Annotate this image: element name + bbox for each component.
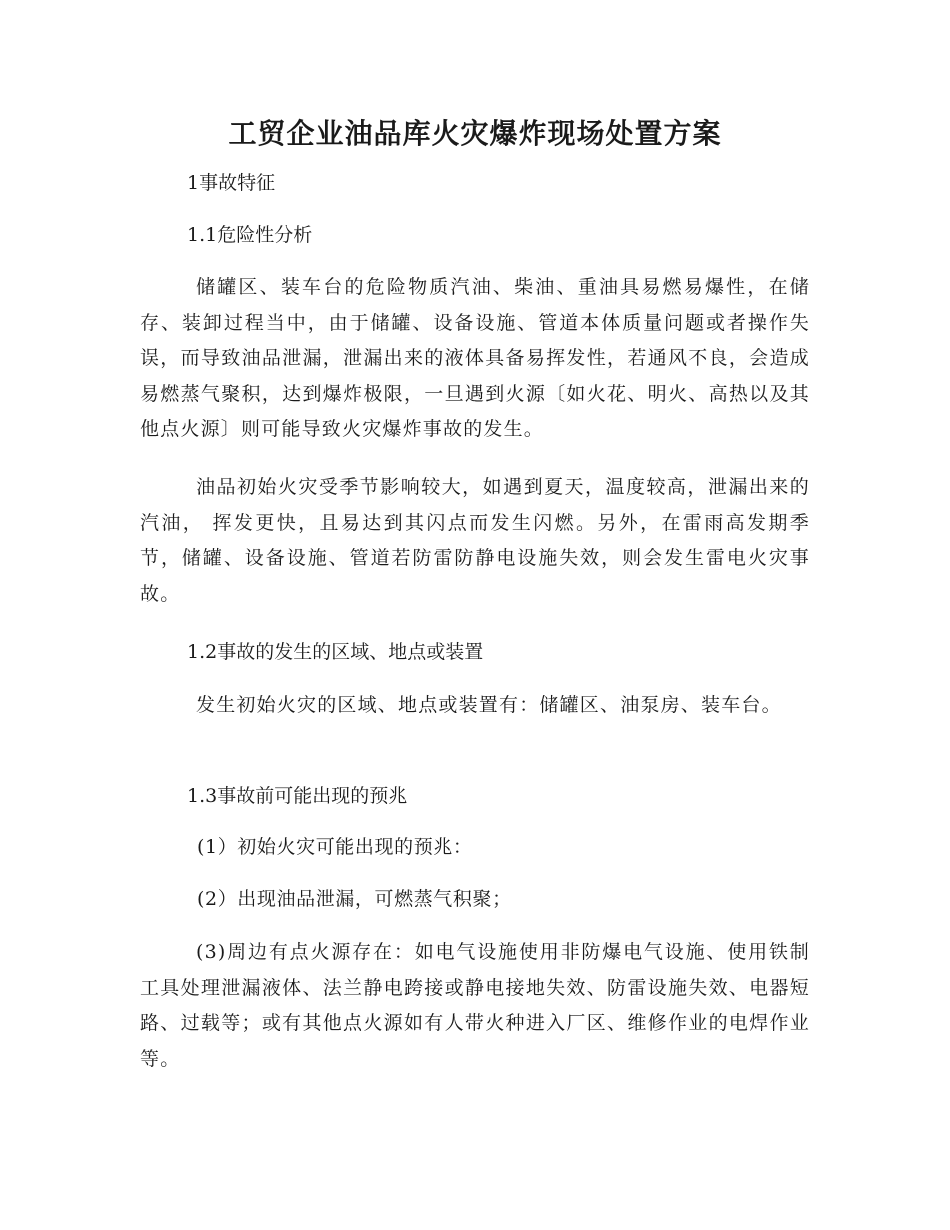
subsection-heading-1-1: 1.1危险性分析 <box>187 224 313 246</box>
subsection-heading-1-3: 1.3事故前可能出现的预兆 <box>187 785 408 807</box>
paragraph-seasonal-influence: 油品初始火灾受季节影响较大，如遇到夏天，温度较高，泄漏出来的汽油， 挥发更快，且易达到其闪点而发生闪燃。另外，在雷雨高发期季节，储罐、设备设施、管道若防雷防静电设施失效，则会发生雷电火灾事故。 <box>140 476 810 605</box>
paragraph-hazard-analysis: 储罐区、装车台的危险物质汽油、柴油、重油具易燃易爆性，在储存、装卸过程当中，由于储罐、设备设施、管道本体质量问题或者操作失误，而导致油品泄漏，泄漏出来的液体具备易挥发性，若通风不良，会造成易燃蒸气聚积，达到爆炸极限，一旦遇到火源〔如火花、明火、高热以及其他点火源〕则可能导致火灾爆炸事故的发生。 <box>140 276 810 440</box>
paragraph-ignition-sources: (3)周边有点火源存在：如电气设施使用非防爆电气设施、使用铁制工具处理泄漏液体、法兰静电跨接或静电接地失效、防雷设施失效、电器短路、过载等；或有其他点火源如有人带火种进入厂区、维修作业的电焊作业等。 <box>140 941 810 1070</box>
section-heading-1: 1事故特征 <box>187 172 276 194</box>
list-item: (1）初始火灾可能出现的预兆： <box>197 836 473 858</box>
document-title: 工贸企业油品库火灾爆炸现场处置方案 <box>228 117 722 150</box>
paragraph-fire-areas: 发生初始火灾的区域、地点或装置有：储罐区、油泵房、装车台。 <box>196 694 782 716</box>
subsection-heading-1-2: 1.2事故的发生的区域、地点或装置 <box>187 641 484 663</box>
list-item: (2）出现油品泄漏，可燃蒸气积聚； <box>197 888 512 910</box>
